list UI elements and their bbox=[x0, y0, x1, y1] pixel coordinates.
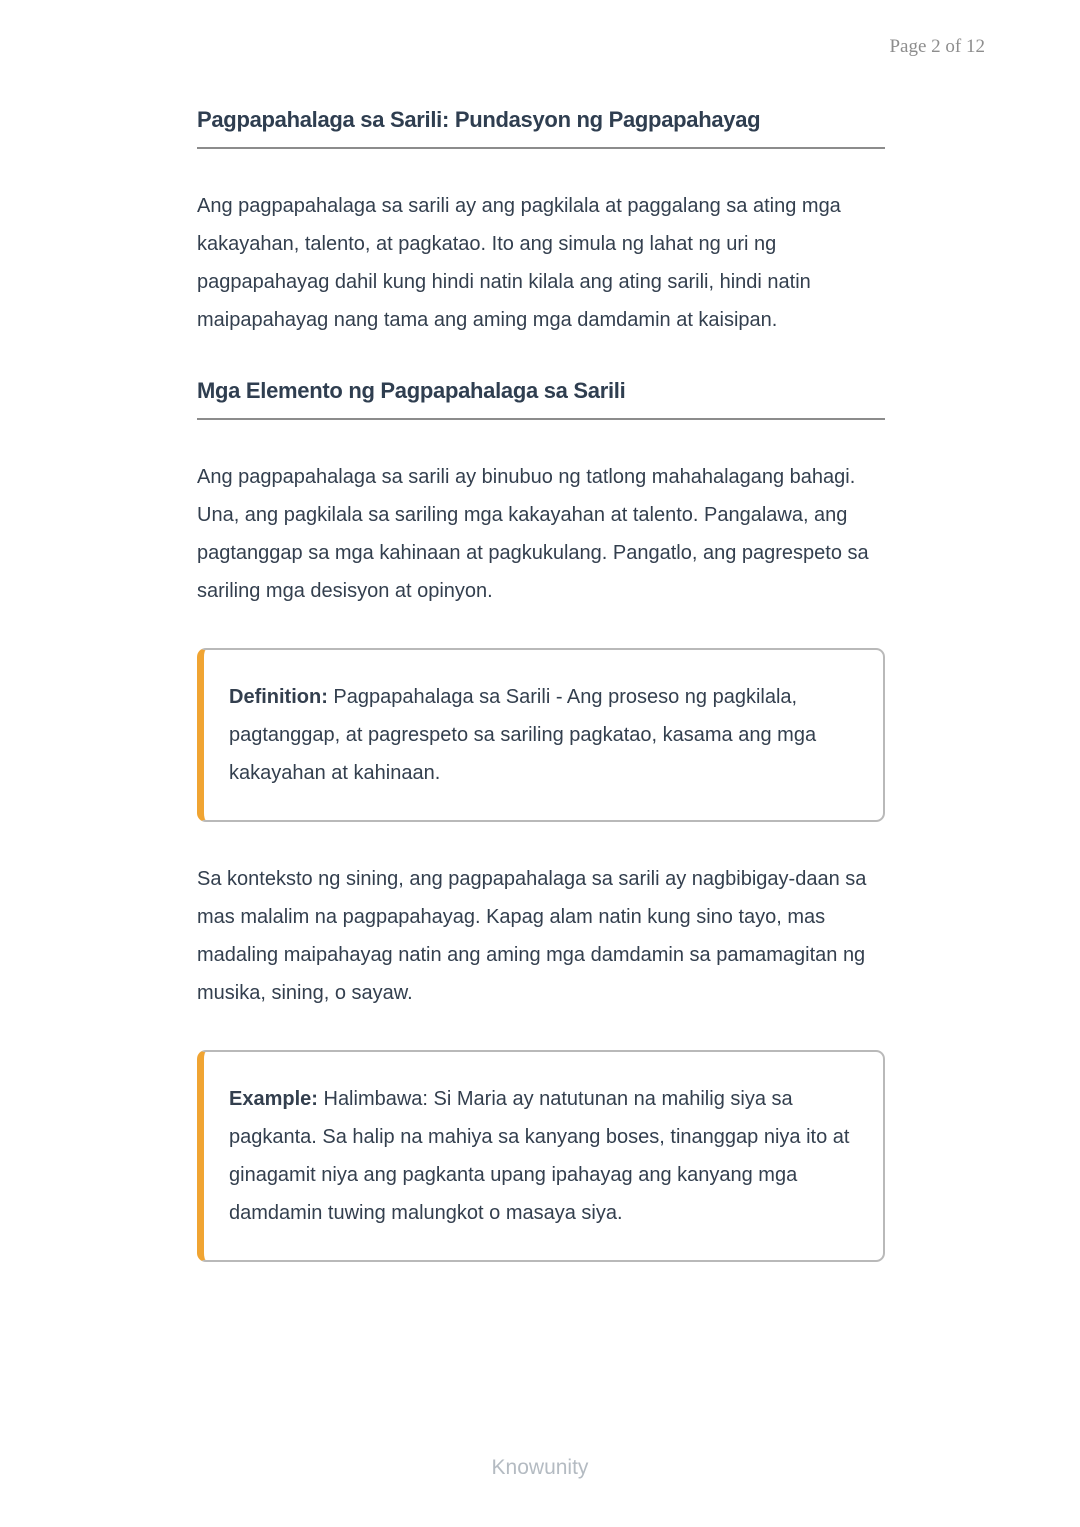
page-indicator: Page 2 of 12 bbox=[889, 36, 985, 57]
heading-rule bbox=[197, 147, 885, 149]
example-callout-label: Example: bbox=[229, 1088, 318, 1110]
example-callout-box bbox=[197, 1050, 885, 1262]
section-elements-paragraph: Ang pagpapahalaga sa sarili ay binubuo ng tatlong mahahalagang bahagi. Una, ang pagkilala sa sariling mga kakayahan at talento. Pangalawa, ang pagtanggap sa mga kahinaan at pagkukulang. Pangatlo, ang pagrespeto sa sariling mga desisyon at opinyon. bbox=[197, 466, 869, 602]
definition-callout-label: Definition: bbox=[229, 686, 328, 708]
document-content bbox=[197, 0, 885, 1300]
definition-callout-box bbox=[197, 648, 885, 822]
section-intro bbox=[197, 106, 885, 339]
example-callout-body: Halimbawa: Si Maria ay natutunan na mahilig siya sa pagkanta. Sa halip na mahiya sa kanyang boses, tinanggap niya ito at ginagamit niya ang pagkanta upang ipahayag ang kanyang mga damdamin tuwing malungkot o masaya siya. bbox=[229, 1088, 850, 1224]
section-intro-paragraph: Ang pagpapahalaga sa sarili ay ang pagkilala at paggalang sa ating mga kakayahan, talento, at pagkatao. Ito ang simula ng lahat ng uri ng pagpapahayag dahil kung hindi natin kilala ang ating sarili, hindi natin maipapahayag nang tama ang aming mga damdamin at kaisipan. bbox=[197, 195, 841, 331]
section-intro-heading: Pagpapahalaga sa Sarili: Pundasyon ng Pagpapahayag bbox=[197, 107, 761, 132]
footer-brand: Knowunity bbox=[491, 1456, 589, 1479]
heading-rule bbox=[197, 418, 885, 420]
section-elements bbox=[197, 377, 885, 610]
definition-callout-text bbox=[229, 678, 857, 792]
example-callout-text bbox=[229, 1080, 857, 1232]
section-elements-heading: Mga Elemento ng Pagpapahalaga sa Sarili bbox=[197, 378, 626, 403]
definition-callout-body: Pagpapahalaga sa Sarili - Ang proseso ng pagkilala, pagtanggap, at pagrespeto sa sariling pagkatao, kasama ang mga kakayahan at kahinaan. bbox=[229, 686, 817, 784]
context-paragraph: Sa konteksto ng sining, ang pagpapahalaga sa sarili ay nagbibigay-daan sa mas malalim na pagpapahayag. Kapag alam natin kung sino tayo, mas madaling maipahayag natin ang aming mga damdamin sa pamamagitan ng musika, sining, o sayaw. bbox=[197, 868, 867, 1004]
